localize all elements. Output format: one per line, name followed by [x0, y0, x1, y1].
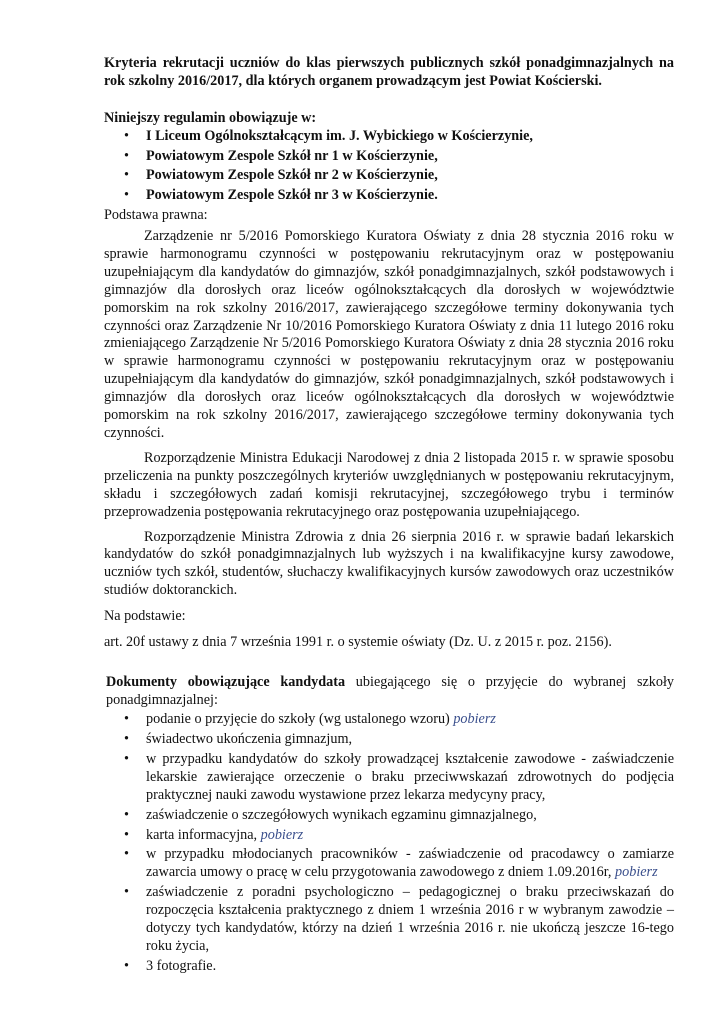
list-item: • świadectwo ukończenia gimnazjum,	[104, 731, 674, 749]
list-item: • w przypadku młodocianych pracowników - zaświadczenie od pracodawcy o zamiarze zawarcia umowy o pracę w celu przygotowania zawodowego z dniem 1.09.2016r, pobierz	[104, 846, 674, 882]
legal-paragraph: Zarządzenie nr 5/2016 Pomorskiego Kuratora Oświaty z dnia 28 stycznia 2016 roku w sprawie harmonogramu czynności w postępowaniu rekrutacyjnym oraz w postępowaniu uzupełniającym dla kandydatów do gimnazjów, szkół ponadgimnazjalnych, szkół podstawowych i gimnazjów dla dorosłych oraz liceów ogólnokształcących dla dorosłych w województwie pomorskim na rok szkolny 2016/2017, zawierającego szczegółowe terminy dokonywania tych czynności oraz Zarządzenie Nr 10/2016 Pomorskiego Kuratora Oświaty z dnia 11 lutego 2016 roku zmieniającego Zarządzenie Nr 5/2016 Pomorskiego Kuratora Oświaty z dnia 28 stycznia 2016 roku w sprawie harmonogramu czynności w postępowaniu rekrutacyjnym oraz w postępowaniu uzupełniającym dla kandydatów do gimnazjów, szkół ponadgimnazjalnych, szkół podstawowych i gimnazjów dla dorosłych oraz liceów ogólnokształcących dla dorosłych w województwie pomorskim na rok szkolny 2016/2017, zawierającego szczegółowe terminy dokonywania tych czynności.	[104, 228, 674, 441]
documents-heading	[104, 673, 674, 709]
download-link[interactable]: pobierz	[260, 826, 304, 843]
list-item: • I Liceum Ogólnokształcącym im. J. Wybickiego w Kościerzynie,	[104, 127, 674, 147]
list-item: • zaświadczenie o szczegółowych wynikach egzaminu gimnazjalnego,	[104, 807, 674, 825]
download-link[interactable]: pobierz	[453, 711, 496, 728]
list-item: • karta informacyjna, pobierz	[104, 827, 674, 845]
page-title: Kryteria rekrutacji uczniów do klas pierwszych publicznych szkół ponadgimnazjalnych na rok szkolny 2016/2017, dla których organem prowadzącym jest Powiat Kościerski.	[104, 55, 674, 89]
list-item: • 3 fotografie.	[104, 958, 674, 976]
based-on-text: art. 20f ustawy z dnia 7 września 1991 r. o systemie oświaty (Dz. U. z 2015 r. poz. 2156).	[104, 634, 612, 651]
legal-paragraph: Rozporządzenie Ministra Zdrowia z dnia 26 sierpnia 2016 r. w sprawie badań lekarskich kandydatów do szkół ponadgimnazjalnych lub wyższych i na kwalifikacyjne kursy zawodowe, uczniów tych szkół, studentów, słuchaczy kwalifikacyjnych kursów zawodowych oraz uczestników studiów doktoranckich.	[104, 528, 674, 599]
list-item: • w przypadku kandydatów do szkoły prowadzącej kształcenie zawodowe - zaświadczenie lekarskie zawierające orzeczenie o braku przeciwwskazań zdrowotnych do podjęcia praktycznej nauki zawodu wystawione przez lekarza medycyny pracy,	[104, 751, 674, 805]
list-item: • Powiatowym Zespole Szkół nr 2 w Kościerzynie,	[104, 166, 674, 186]
list-item: • Powiatowym Zespole Szkół nr 1 w Kościerzynie,	[104, 147, 674, 167]
documents-heading-rest: ubiegającego się o przyjęcie do wybranej szkoły ponadgimnazjalnej:	[106, 674, 674, 709]
legal-basis-label: Podstawa prawna:	[104, 207, 208, 223]
documents-heading-bold: Dokumenty obowiązujące kandydata	[106, 674, 346, 691]
regulamin-heading: Niniejszy regulamin obowiązuje w:	[104, 110, 317, 126]
list-item: • podanie o przyjęcie do szkoły (wg ustalonego wzoru) pobierz	[104, 711, 674, 729]
document-page	[104, 55, 674, 978]
list-item: • Powiatowym Zespole Szkół nr 3 w Kościerzynie.	[104, 186, 674, 206]
list-item: • zaświadczenie z poradni psychologiczno – pedagogicznej o braku przeciwskazań do rozpoczęcia kształcenia praktycznego z dniem 1 września 2016 r w wybranym zawodzie – dotyczy tych kandydatów, którzy na dzień 1 września 2016 r. nie ukończą jeszcze 16-tego roku życia,	[104, 884, 674, 956]
school-list	[104, 127, 674, 205]
based-on-label: Na podstawie:	[104, 608, 186, 625]
documents-list	[104, 711, 674, 976]
download-link[interactable]: pobierz	[615, 864, 658, 881]
legal-paragraph: Rozporządzenie Ministra Edukacji Narodowej z dnia 2 listopada 2015 r. w sprawie sposobu przeliczenia na punkty poszczególnych kryteriów uwzględnianych w postępowaniu rekrutacyjnym, składu i szczegółowych zadań komisji rekrutacyjnej, szczegółowego trybu i terminów przeprowadzenia postępowania rekrutacyjnego oraz postępowania uzupełniającego.	[104, 449, 674, 520]
